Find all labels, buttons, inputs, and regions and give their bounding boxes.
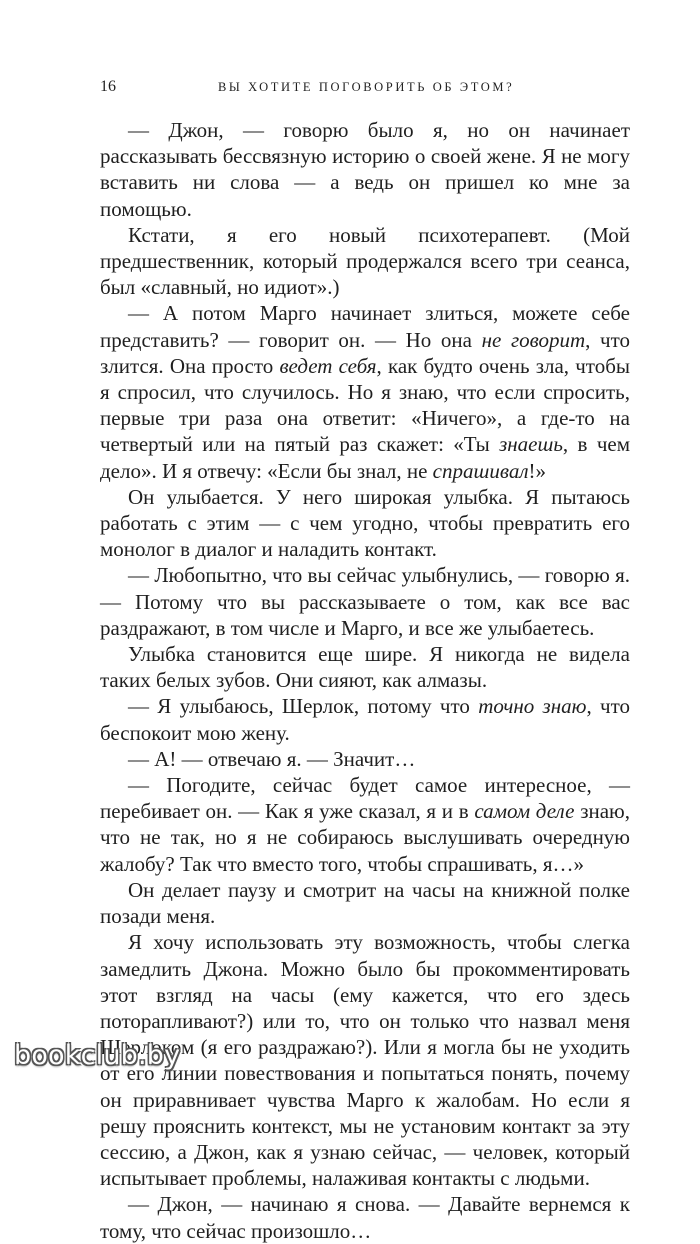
paragraph <box>100 222 630 301</box>
text-run: , как будто очень зла, чтобы я спросил, что случилось. Но я знаю, что если спросить, первые три раза она ответит: «Ничего», а где-то на четвертый или на пятый раз скажет: «Ты <box>100 353 630 457</box>
text-run: — А! — отвечаю я. — Значит… <box>128 746 416 771</box>
paragraph <box>100 746 630 772</box>
text-run: — Я улыбаюсь, Шерлок, потому что <box>128 694 479 719</box>
text-run: !» <box>528 458 546 483</box>
page-header <box>100 78 630 100</box>
italic-text: ведет себя <box>279 353 377 378</box>
italic-text: спрашивал <box>432 458 529 483</box>
text-run: , что беспокоит мою жену. <box>100 694 630 745</box>
italic-text: не говорит <box>481 327 586 352</box>
text-run: Он улыбается. У него широкая улыбка. Я пытаюсь работать с этим — с чем угодно, чтобы превратить его монолог в диалог и наладить контакт. <box>100 484 630 562</box>
italic-text: знаешь <box>499 432 563 457</box>
page-number: 16 <box>100 78 116 95</box>
text-run: Я хочу использовать эту возможность, чтобы слегка замедлить Джона. Можно было бы прокомментировать этот взгляд на часы (ему кажется, что его здесь поторапливают?) или то, что он только что назвал меня Шерлоком (я его раздражаю?). Или я могла бы не уходить от его линии повествования и попытаться понять, почему он приравнивает чувства Марго к жалобам. Но если я решу прояснить контекст, мы не установим контакт за эту сессию, а Джон, как я узнаю сейчас, — человек, который испытывает проблемы, налаживая контакты с людьми. <box>100 930 630 1191</box>
paragraph <box>100 562 630 641</box>
italic-text: самом деле <box>474 799 575 824</box>
text-run: Улыбка становится еще шире. Я никогда не видела таких белых зубов. Они сияют, как алмазы. <box>100 642 630 693</box>
text-run: знаю, что не так, но я не собираюсь выслушивать очередную жалобу? Так что вместо того, чтобы спрашивать, я…» <box>100 799 630 876</box>
italic-text: точно знаю <box>478 694 587 719</box>
running-head: ВЫ ХОТИТЕ ПОГОВОРИТЬ ОБ ЭТОМ? <box>218 80 515 94</box>
text-run: — Джон, — начинаю я снова. — Давайте вернемся к тому, что сейчас произошло… <box>100 1192 630 1243</box>
watermark-logo: bookclub.by <box>14 1040 181 1071</box>
paragraph <box>100 117 630 222</box>
text-run: Кстати, я его новый психотерапевт. (Мой предшественник, который продержался всего три сеанса, был «славный, но идиот».) <box>100 222 630 300</box>
text-run: , что злится. Она просто <box>100 327 631 378</box>
paragraph <box>100 1191 630 1243</box>
paragraph <box>100 877 630 929</box>
paragraph <box>100 484 630 563</box>
text-run: Он делает паузу и смотрит на часы на книжной полке позади меня. <box>100 877 630 929</box>
paragraph <box>100 772 630 877</box>
paragraph <box>100 641 630 693</box>
text-run: — Джон, — говорю было я, но он начинает рассказывать бессвязную историю о своей жене. Я не могу вставить ни слова — а ведь он пришел ко мне за помощью. <box>100 118 630 221</box>
paragraph <box>100 693 630 745</box>
body-text <box>100 117 630 1244</box>
text-run: — Любопытно, что вы сейчас улыбнулись, — говорю я. — Потому что вы рассказываете о том, как все вас раздражают, в том числе и Марго, и все же улыбаетесь. <box>100 563 630 640</box>
paragraph <box>100 300 630 483</box>
text-run: , в чем дело». И я отвечу: «Если бы знал, не <box>100 432 630 483</box>
text-run: — А потом Марго начинает злиться, можете себе представить? — говорит он. — Но она <box>100 301 630 352</box>
text-run: — Погодите, сейчас будет самое интересное, — перебивает он. — Как я уже сказал, я и в <box>100 773 630 824</box>
